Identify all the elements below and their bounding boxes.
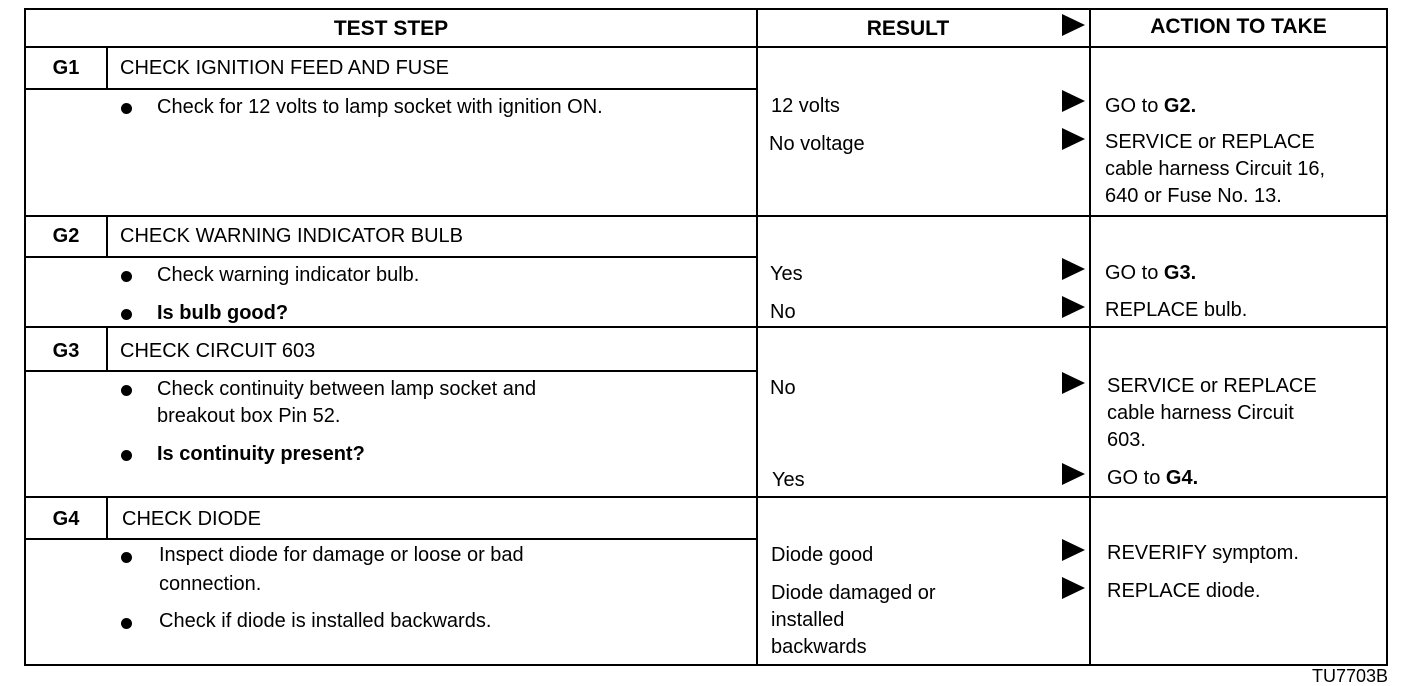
action-g1-2-line1: SERVICE or REPLACE: [1105, 131, 1315, 153]
step-item-g3-2: Is continuity present?: [157, 443, 365, 465]
step-item-g2-2: Is bulb good?: [157, 302, 289, 324]
bullet-dot-icon: [121, 618, 132, 629]
action-g3-1-line1: SERVICE or REPLACE: [1107, 375, 1317, 397]
action-g4-1: REVERIFY symptom.: [1107, 542, 1299, 564]
arrow-right-icon: [1062, 296, 1085, 318]
action-g1-2-line3: 640 or Fuse No. 13.: [1105, 185, 1282, 207]
step-id-g2: G2: [52, 225, 80, 247]
arrow-right-icon: [1062, 90, 1085, 112]
arrow-right-icon: [1062, 539, 1085, 561]
step-item-g1-1: Check for 12 volts to lamp socket with ignition ON.: [157, 96, 603, 118]
arrow-right-icon: [1062, 128, 1085, 150]
title-divider-g2: [26, 256, 756, 258]
title-divider-g4: [26, 538, 756, 540]
header-divider: [26, 46, 1386, 48]
column-divider-action: [1089, 10, 1091, 664]
action-g3-1-line2: cable harness Circuit: [1107, 402, 1294, 424]
step-item-g4-1-line2: connection.: [159, 573, 262, 595]
bullet-dot-icon: [121, 309, 132, 320]
result-g3-2: Yes: [772, 469, 805, 491]
id-divider-g1: [106, 46, 108, 88]
step-id-g4: G4: [52, 508, 80, 530]
action-g1-2-line2: cable harness Circuit 16,: [1105, 158, 1326, 180]
step-title-g3: CHECK CIRCUIT 603: [120, 340, 316, 362]
figure-code: TU7703B: [1311, 666, 1388, 686]
action-g4-2: REPLACE diode.: [1107, 580, 1261, 602]
result-g2-1: Yes: [770, 263, 803, 285]
step-divider-g1: [26, 215, 1386, 217]
result-g1-2: No voltage: [769, 133, 865, 155]
arrow-right-icon: [1062, 463, 1085, 485]
step-divider-g3: [26, 496, 1386, 498]
diagnostic-table: [24, 8, 1388, 666]
result-g4-1: Diode good: [771, 544, 874, 566]
arrow-right-icon: [1062, 14, 1085, 36]
result-g2-2: No: [770, 301, 796, 323]
bullet-dot-icon: [121, 385, 132, 396]
step-item-g4-2: Check if diode is installed backwards.: [159, 610, 492, 632]
bullet-dot-icon: [121, 103, 132, 114]
result-g1-1: 12 volts: [771, 95, 840, 117]
arrow-right-icon: [1062, 372, 1085, 394]
arrow-right-icon: [1062, 258, 1085, 280]
title-divider-g3: [26, 370, 756, 372]
title-divider-g1: [26, 88, 756, 90]
step-title-g1: CHECK IGNITION FEED AND FUSE: [120, 57, 449, 79]
bullet-dot-icon: [121, 552, 132, 563]
header-action: ACTION TO TAKE: [1150, 15, 1327, 38]
step-title-g4: CHECK DIODE: [122, 508, 261, 530]
step-id-g1: G1: [52, 57, 80, 79]
id-divider-g2: [106, 215, 108, 256]
step-item-g2-1: Check warning indicator bulb.: [157, 264, 420, 286]
action-g1-1: GO to G2.: [1105, 95, 1197, 117]
bullet-dot-icon: [121, 450, 132, 461]
step-item-g3-1-line1: Check continuity between lamp socket and: [157, 378, 537, 400]
action-g3-1-line3: 603.: [1107, 429, 1146, 451]
action-g3-2: GO to G4.: [1107, 467, 1199, 489]
id-divider-g4: [106, 496, 108, 538]
step-id-g3: G3: [52, 340, 80, 362]
result-g3-1: No: [770, 377, 796, 399]
column-divider-result: [756, 10, 758, 664]
action-g2-2: REPLACE bulb.: [1105, 299, 1248, 321]
bullet-dot-icon: [121, 271, 132, 282]
header-result: RESULT: [866, 17, 950, 40]
step-title-g2: CHECK WARNING INDICATOR BULB: [120, 225, 463, 247]
result-g4-2-line2: installed: [771, 609, 845, 631]
step-item-g3-1-line2: breakout box Pin 52.: [157, 405, 341, 427]
action-g2-1: GO to G3.: [1105, 262, 1197, 284]
result-g4-2-line3: backwards: [771, 636, 867, 658]
id-divider-g3: [106, 326, 108, 370]
step-item-g4-1-line1: Inspect diode for damage or loose or bad: [159, 544, 524, 566]
header-test-step: TEST STEP: [333, 17, 449, 40]
result-g4-2-line1: Diode damaged or: [771, 582, 936, 604]
arrow-right-icon: [1062, 577, 1085, 599]
